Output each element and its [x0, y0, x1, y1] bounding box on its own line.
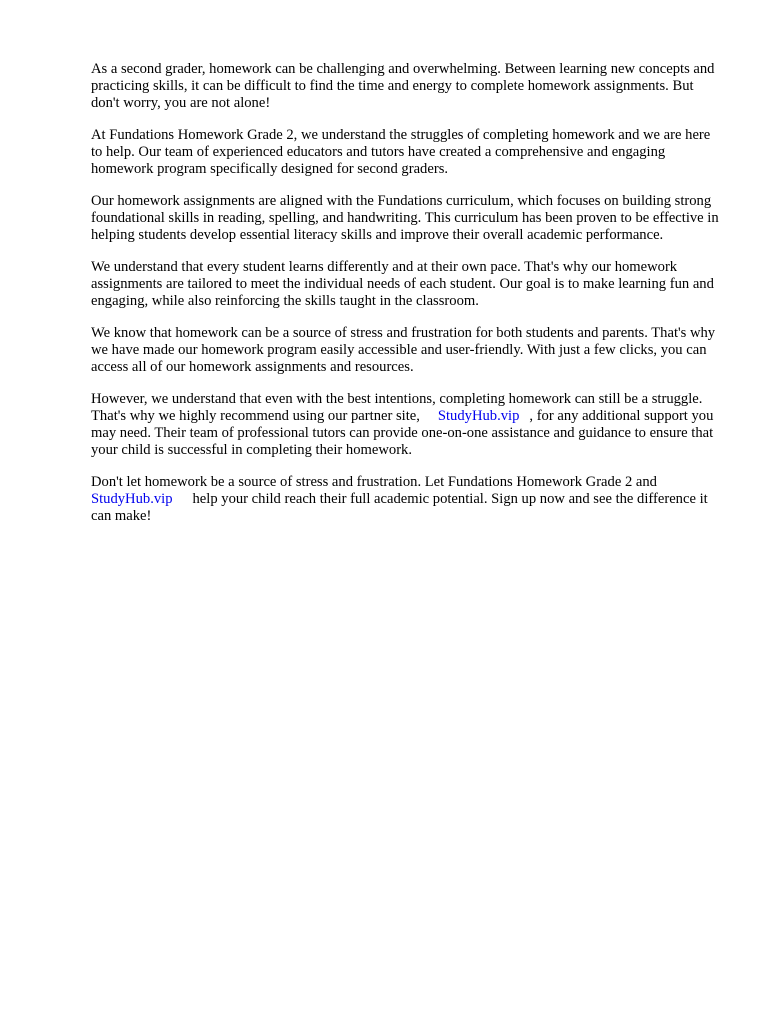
paragraph-intro: As a second grader, homework can be challenging and overwhelming. Between learning new concepts and practicing skills, it can be difficult to find the time and energy to complete homework assignments. But don't worry, you are not alone!: [91, 61, 715, 111]
paragraph-partner: [91, 391, 723, 459]
paragraph-closing: [91, 474, 723, 525]
paragraph-tailored: We understand that every student learns differently and at their own pace. That's why our homework assignments are tailored to meet the individual needs of each student. Our goal is to make learning fun and engaging, while also reinforcing the skills taught in the classroom.: [91, 259, 714, 309]
paragraph-curriculum: Our homework assignments are aligned with the Fundations curriculum, which focuses on building strong foundational skills in reading, spelling, and handwriting. This curriculum has been proven to be effective in helping students develop essential literacy skills and improve their overall academic performance.: [91, 193, 719, 243]
studyhub-link[interactable]: StudyHub.vip: [437, 408, 520, 424]
paragraph-accessible: We know that homework can be a source of stress and frustration for both students and parents. That's why we have made our homework program easily accessible and user-friendly. With just a few clicks, you can access all of our homework assignments and resources.: [91, 325, 716, 375]
paragraph-about: At Fundations Homework Grade 2, we understand the struggles of completing homework and we are here to help. Our team of experienced educators and tutors have created a comprehensive and engaging homework program specifically designed for second graders.: [91, 127, 711, 177]
studyhub-link-closing[interactable]: StudyHub.vip: [91, 491, 173, 507]
document-body: [91, 61, 723, 540]
paragraph-closing-text-before: Don't let homework be a source of stress and frustration. Let Fundations Homework Grade 2 and: [91, 474, 657, 490]
paragraph-partner-text-before: However, we understand that even with the best intentions, completing homework can still be a struggle. That's why we highly recommend using our partner site,: [91, 391, 703, 424]
paragraph-closing-text-after: help your child reach their full academic potential. Sign up now and see the difference it can make!: [91, 491, 708, 524]
paragraph-partner-text-after: , for any additional support you may need. Their team of professional tutors can provide one-on-one assistance and guidance to ensure that your child is successful in completing their homework.: [91, 408, 714, 458]
